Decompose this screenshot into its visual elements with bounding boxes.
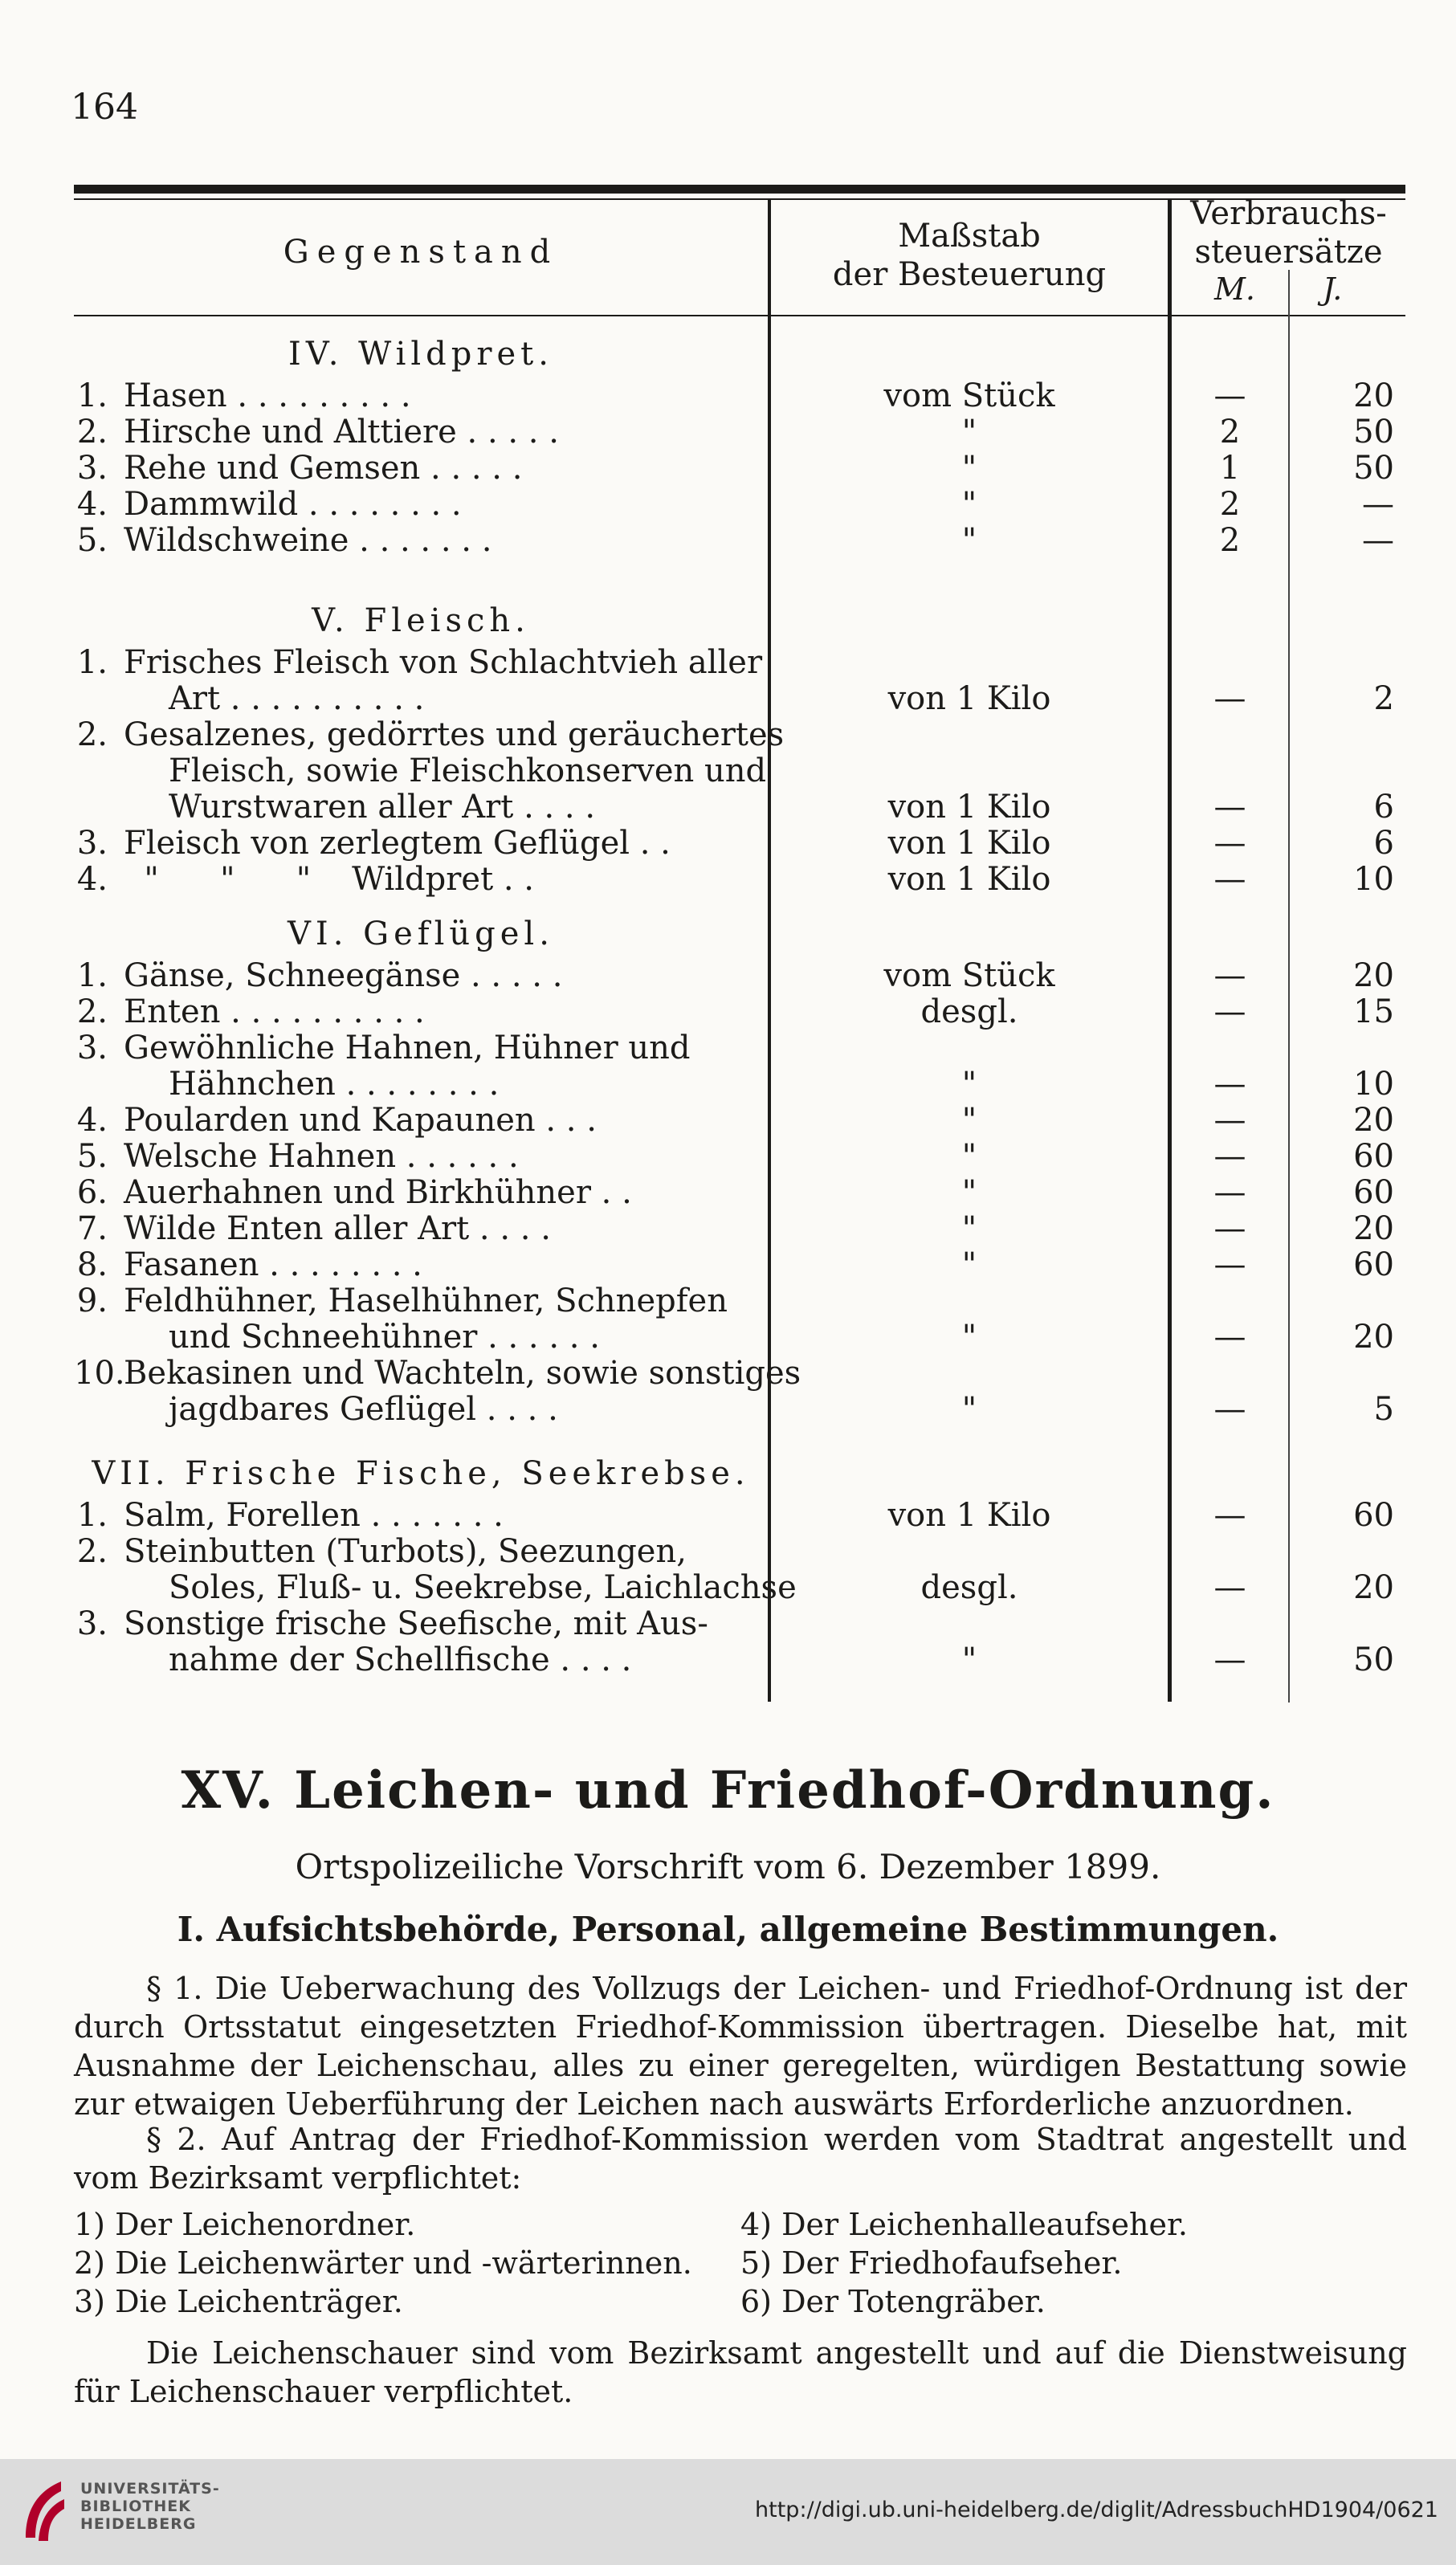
row-rate-mark: — [1213,789,1246,826]
row-label-continued: Art . . . . . . . . . . [169,680,425,717]
row-rate-mark: — [1213,1102,1246,1139]
row-number: 10. [74,1355,125,1392]
footer-bar [0,2459,1456,2565]
row-label: Steinbutten (Turbots), Seezungen, [124,1533,687,1570]
row-number: 2. [76,716,108,753]
row-rate-pfennig: 2 [1373,680,1394,717]
row-rate-mark: — [1213,1066,1246,1103]
header-pfennig: J. [1323,271,1343,307]
row-rate-mark: — [1213,1319,1246,1356]
row-tax-basis: von 1 Kilo [887,825,1051,862]
row-number: 5. [76,1138,108,1175]
section-title: VII. Frische Fische, Seekrebse. [92,1455,750,1492]
paragraph-1-text: § 1. Die Ueberwachung des Vollzugs der Leichen- und Friedhof-Ordnung ist der durch Ortsstatut eingesetzten Friedhof-Kommission übertragen. Dieselbe hat, mit Ausnahme der Leichenschau, alles zu einer geregelten, würdigen Bestattung sowie zur etwaigen Ueberführung der Leichen nach auswärts Erforderliche anzuordnen. [74,1971,1407,2122]
list-item: 4) Der Leichenhalleaufseher. [740,2207,1189,2242]
paragraph-2-text: § 2. Auf Antrag der Friedhof-Kommission werden vom Stadtrat angestellt und vom Bezirksamt verpflichtet: [74,2122,1407,2196]
table-row [74,1030,1405,1103]
row-rate-mark: 2 [1219,414,1241,451]
row-rate-pfennig: 50 [1353,1641,1394,1678]
row-tax-basis: " [961,1138,977,1175]
row-rate-pfennig: — [1362,486,1394,523]
row-label: Fleisch von zerlegtem Geflügel . . [124,825,671,862]
row-rate-mark: — [1213,1497,1246,1534]
table-row [74,378,1405,414]
row-tax-basis: " [961,414,977,451]
row-number: 4. [76,486,108,523]
row-number: 3. [76,450,108,487]
table-top-rule [74,185,1405,194]
row-rate-mark: — [1213,993,1246,1030]
table-row [74,414,1405,451]
table-row [74,1103,1405,1139]
row-rate-pfennig: 20 [1353,1569,1394,1606]
row-tax-basis: " [961,1066,977,1103]
regulation-heading: I. Aufsichtsbehörde, Personal, allgemeine Bestimmungen. [177,1910,1279,1949]
row-rate-mark: — [1213,1174,1246,1211]
row-rate-mark: — [1213,1138,1246,1175]
row-tax-basis: desgl. [920,1569,1018,1606]
table-row [74,1247,1405,1283]
row-tax-basis: " [961,450,977,487]
row-number: 8. [76,1246,108,1283]
list-item: 5) Der Friedhofaufseher. [740,2245,1123,2281]
row-number: 3. [76,825,108,862]
row-rate-mark: — [1213,377,1246,414]
row-label-continued: Wurstwaren aller Art . . . . [169,789,596,826]
table-row [74,826,1405,862]
table-row [74,645,1405,717]
table-row [74,1534,1405,1606]
row-rate-pfennig: 6 [1373,789,1394,826]
row-rate-pfennig: 20 [1353,1102,1394,1139]
table-row [74,717,1405,826]
row-label: Auerhahnen und Birkhühner . . [124,1174,632,1211]
row-number: 6. [76,1174,108,1211]
row-tax-basis: von 1 Kilo [887,861,1051,898]
table-row [74,1606,1405,1678]
row-rate-mark: — [1213,1246,1246,1283]
header-mark: M. [1214,271,1255,307]
row-label-continued: Hähnchen . . . . . . . . [169,1066,500,1103]
logo-line-3: HEIDELBERG [80,2515,197,2533]
header-basis-line1: Maßstab [898,218,1041,255]
table-header-rule [74,315,1405,316]
row-number: 1. [76,377,108,414]
row-label: Bekasinen und Wachteln, sowie sonstiges [124,1355,801,1392]
row-label: Enten . . . . . . . . . . [124,993,425,1030]
header-basis [771,217,1168,294]
row-tax-basis: " [961,1391,977,1428]
row-rate-mark: — [1213,1391,1246,1428]
row-rate-mark: 2 [1219,522,1241,559]
table-row [74,862,1405,898]
row-label: Welsche Hahnen . . . . . . [124,1138,519,1175]
row-tax-basis: " [961,1641,977,1678]
row-rate-mark: — [1213,957,1246,994]
row-rate-pfennig: 50 [1353,414,1394,451]
row-label: Hirsche und Alttiere . . . . . [124,414,559,451]
logo-line-2: BIBLIOTHEK [80,2498,191,2515]
row-number: 1. [76,1497,108,1534]
row-label: Gesalzenes, gedörrtes und geräuchertes [124,716,785,753]
row-label-continued: nahme der Schellfische . . . . [169,1641,632,1678]
row-number: 1. [76,957,108,994]
list-item: 3) Die Leichenträger. [74,2284,403,2319]
section-title: VI. Geflügel. [288,915,554,952]
table-row [74,451,1405,487]
table-row [74,1356,1405,1428]
table-row [74,487,1405,523]
paragraph-2 [74,2120,1407,2197]
row-rate-pfennig: 60 [1353,1497,1394,1534]
row-rate-mark: — [1213,680,1246,717]
row-tax-basis: " [961,1174,977,1211]
page-number: 164 [71,87,138,128]
row-label-continued: und Schneehühner . . . . . . [169,1319,600,1356]
row-label: Rehe und Gemsen . . . . . [124,450,523,487]
row-number: 4. [76,861,108,898]
regulation-title: XV. Leichen- und Friedhof-Ordnung. [181,1760,1275,1821]
row-rate-mark: — [1213,861,1246,898]
row-rate-pfennig: 20 [1353,1319,1394,1356]
row-label: Gewöhnliche Hahnen, Hühner und [124,1030,691,1066]
row-rate-mark: 2 [1219,486,1241,523]
row-label: Poularden und Kapaunen . . . [124,1102,597,1139]
list-item: 1) Der Leichenordner. [74,2207,416,2242]
row-label: Gänse, Schneegänse . . . . . [124,957,563,994]
table-row [74,1139,1405,1175]
row-number: 2. [76,1533,108,1570]
row-rate-pfennig: 50 [1353,450,1394,487]
tariff-table [74,185,1405,1703]
row-tax-basis: " [961,486,977,523]
row-label: Wildschweine . . . . . . . [124,522,492,559]
source-url-link[interactable]: http://digi.ub.uni-heidelberg.de/diglit/AdressbuchHD1904/0621 [755,2498,1438,2522]
row-label: Sonstige frische Seefische, mit Aus- [124,1605,708,1642]
row-rate-pfennig: 5 [1373,1391,1394,1428]
row-number: 9. [76,1282,108,1319]
row-rate-pfennig: 60 [1353,1246,1394,1283]
row-rate-pfennig: 20 [1353,1210,1394,1247]
list-item: 2) Die Leichenwärter und -wärterinnen. [74,2245,692,2281]
paragraph-1 [74,1969,1407,2123]
row-number: 4. [76,1102,108,1139]
header-basis-line2: der Besteuerung [832,256,1107,293]
row-tax-basis: vom Stück [883,957,1055,994]
header-rates-line1: Verbrauchs- [1190,195,1387,232]
section-title: IV. Wildpret. [288,336,553,373]
table-row [74,994,1405,1030]
row-rate-mark: — [1213,1569,1246,1606]
row-tax-basis: von 1 Kilo [887,1497,1051,1534]
row-tax-basis: " [961,1102,977,1139]
header-rates-line2: steuersätze [1194,234,1383,271]
row-label: Hasen . . . . . . . . . [124,377,411,414]
row-rate-pfennig: 10 [1353,861,1394,898]
row-label: Dammwild . . . . . . . . [124,486,462,523]
row-rate-mark: 1 [1219,450,1241,487]
row-label: Wilde Enten aller Art . . . . [124,1210,551,1247]
row-tax-basis: von 1 Kilo [887,789,1051,826]
paragraph-3-text: Die Leichenschauer sind vom Bezirksamt angestellt und auf die Dienstweisung für Leichenschauer verpflichtet. [74,2335,1407,2409]
regulation-subtitle: Ortspolizeiliche Vorschrift vom 6. Dezember 1899. [295,1847,1161,1886]
header-subject: Gegenstand [283,234,559,271]
row-tax-basis: " [961,1246,977,1283]
row-number: 3. [76,1605,108,1642]
row-tax-basis: " [961,522,977,559]
logo-line-1: UNIVERSITÄTS- [80,2480,220,2498]
header-rates [1172,194,1405,271]
row-number: 2. [76,993,108,1030]
row-tax-basis: " [961,1319,977,1356]
section-title: V. Fleisch. [312,602,530,639]
table-row [74,958,1405,994]
row-rate-pfennig: 6 [1373,825,1394,862]
row-number: 7. [76,1210,108,1247]
row-rate-pfennig: 15 [1353,993,1394,1030]
row-label: Salm, Forellen . . . . . . . [124,1497,504,1534]
row-number: 1. [76,644,108,681]
row-label: Feldhühner, Haselhühner, Schnepfen [124,1282,728,1319]
row-rate-pfennig: 60 [1353,1174,1394,1211]
row-rate-mark: — [1213,1210,1246,1247]
row-tax-basis: " [961,1210,977,1247]
row-number: 2. [76,414,108,451]
row-rate-pfennig: — [1362,522,1394,559]
table-row [74,1211,1405,1247]
row-label-continued: Fleisch, sowie Fleischkonserven und [169,752,767,789]
row-label: Frisches Fleisch von Schlachtvieh aller [124,644,763,681]
row-label-continued: Soles, Fluß- u. Seekrebse, Laichlachse [169,1569,797,1606]
row-rate-pfennig: 10 [1353,1066,1394,1103]
table-row [74,1283,1405,1356]
row-tax-basis: desgl. [920,993,1018,1030]
row-rate-mark: — [1213,825,1246,862]
paragraph-3 [74,2334,1407,2411]
table-row [74,1498,1405,1534]
list-item: 6) Der Totengräber. [740,2284,1046,2319]
table-row [74,1175,1405,1211]
row-label: Fasanen . . . . . . . . [124,1246,422,1283]
row-tax-basis: von 1 Kilo [887,680,1051,717]
row-rate-pfennig: 20 [1353,377,1394,414]
row-rate-mark: — [1213,1641,1246,1678]
library-logo-text [80,2480,220,2533]
table-row [74,523,1405,559]
row-tax-basis: vom Stück [883,377,1055,414]
row-rate-pfennig: 20 [1353,957,1394,994]
row-label-continued: jagdbares Geflügel . . . . [169,1391,558,1428]
row-number: 5. [76,522,108,559]
library-logo-icon [18,2473,69,2547]
row-number: 3. [76,1030,108,1066]
row-label: " " " Wildpret . . [124,861,534,898]
row-rate-pfennig: 60 [1353,1138,1394,1175]
